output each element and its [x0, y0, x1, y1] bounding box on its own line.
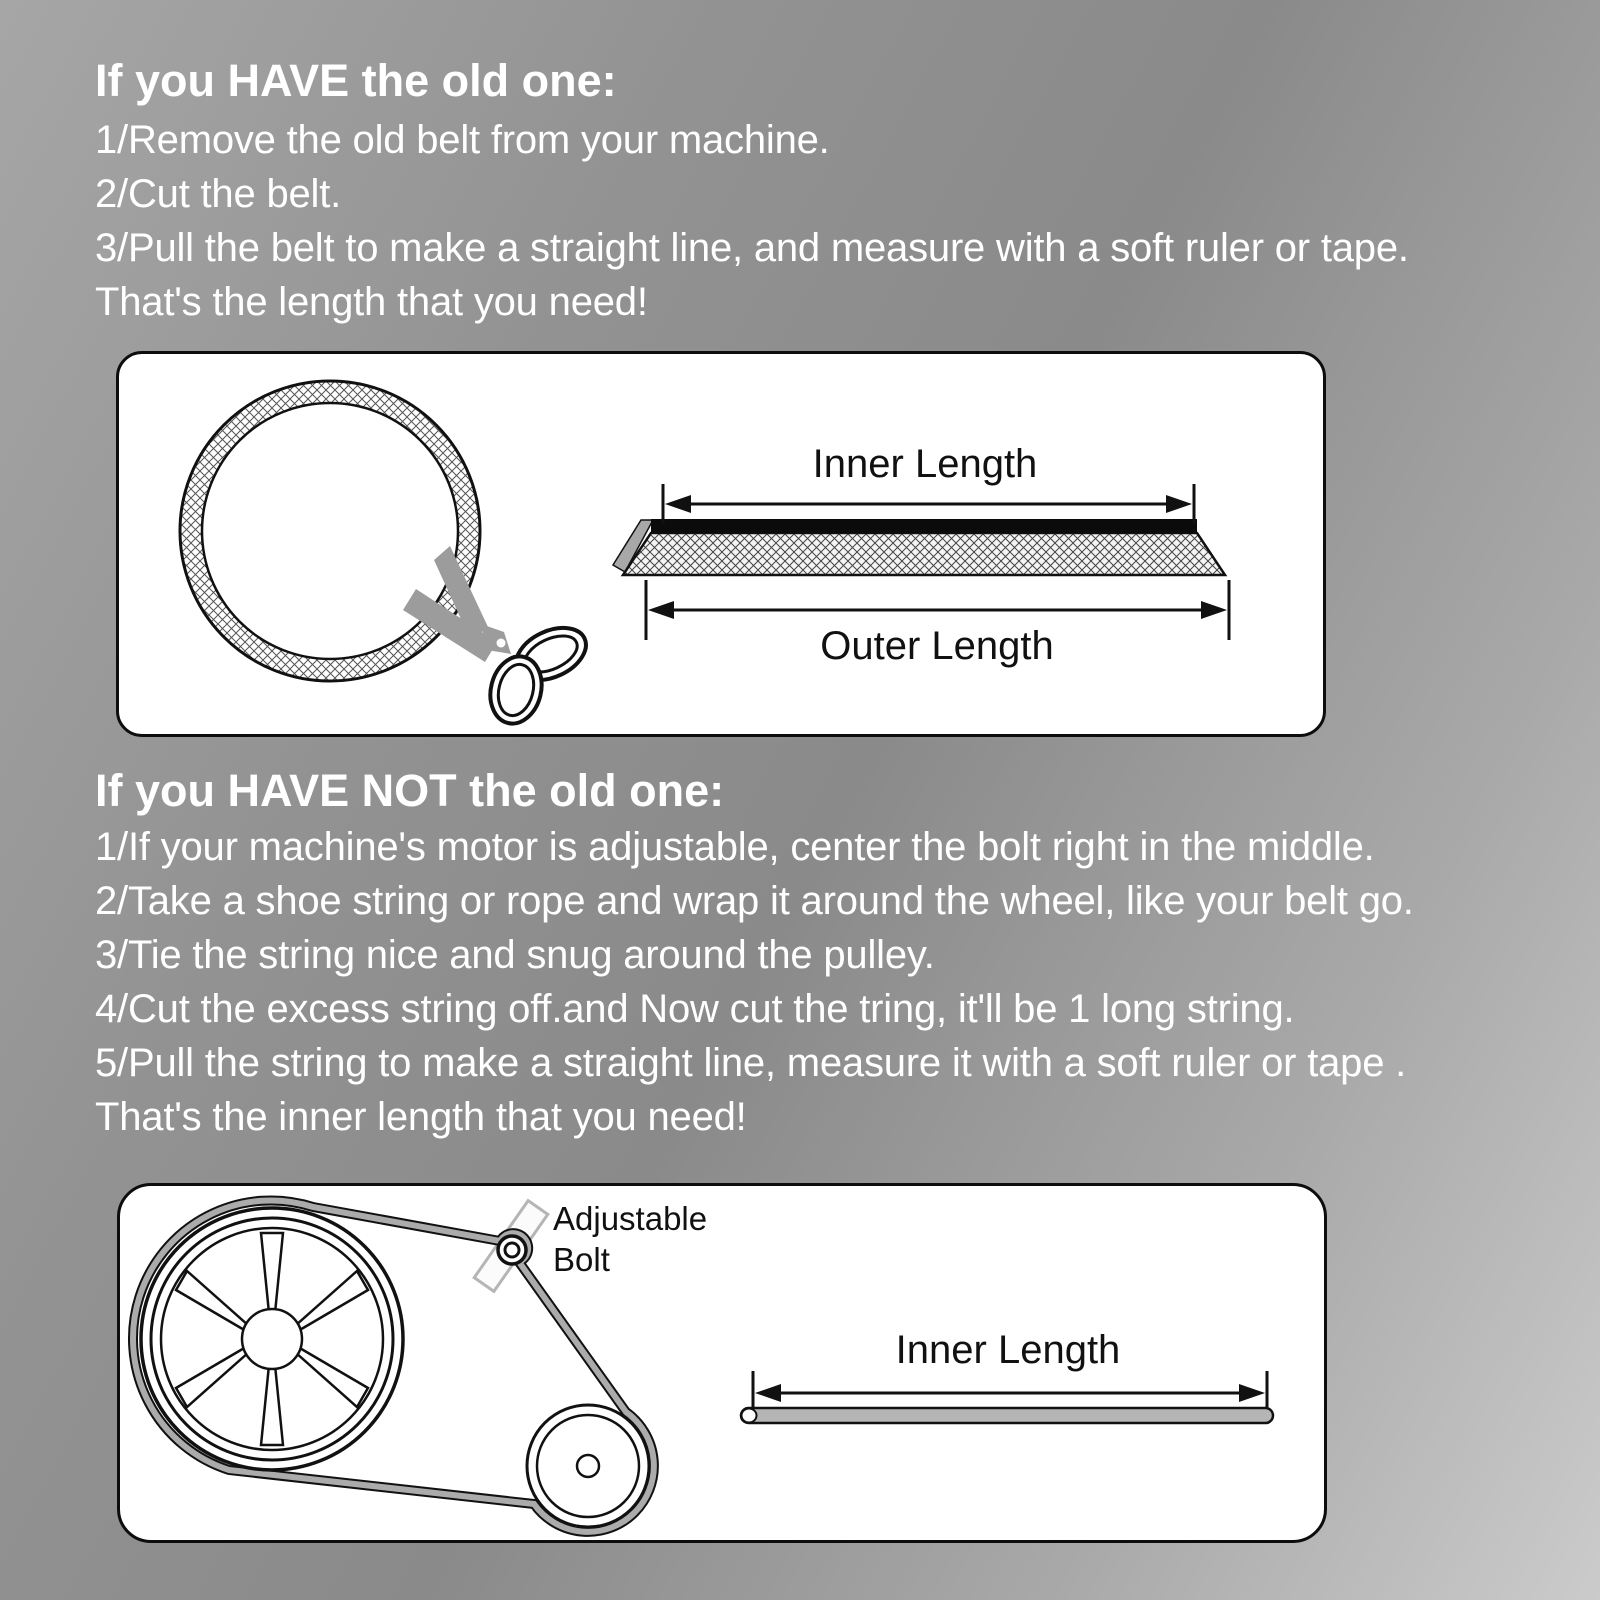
have-step-3: 3/Pull the belt to make a straight line, and measure with a soft ruler or tape. — [95, 226, 1409, 270]
belt-cross-section — [613, 519, 1225, 575]
have-step-2: 2/Cut the belt. — [95, 172, 342, 216]
have-not-step-5: 5/Pull the string to make a straight line, measure it with a soft ruler or tape . — [95, 1041, 1407, 1085]
have-not-step-1: 1/If your machine's motor is adjustable, center the bolt right in the middle. — [95, 825, 1375, 869]
wheel-figure — [141, 1208, 403, 1470]
have-not-step-3: 3/Tie the string nice and snug around the pulley. — [95, 933, 935, 977]
belt-ring-figure — [180, 381, 480, 681]
string-inner-length-label: Inner Length — [895, 1328, 1121, 1372]
have-step-note: That's the length that you need! — [95, 280, 648, 324]
pulley-figure — [527, 1405, 649, 1527]
adjustable-bolt-label: Adjustable Bolt — [553, 1200, 708, 1278]
string-rod — [741, 1408, 1273, 1423]
heading-have: If you HAVE the old one: — [95, 55, 617, 106]
instructions-have — [95, 54, 1409, 329]
have-not-step-4: 4/Cut the excess string off.and Now cut the tring, it'll be 1 long string. — [95, 987, 1295, 1031]
old-belt-diagram — [119, 354, 1323, 734]
have-not-step-2: 2/Take a shoe string or rope and wrap it around the wheel, like your belt go. — [95, 879, 1414, 923]
instructions-have-not — [95, 764, 1414, 1144]
have-not-step-note: That's the inner length that you need! — [95, 1095, 747, 1139]
string-inner-length-arrow — [753, 1371, 1267, 1411]
old-belt-diagram-panel — [116, 351, 1326, 737]
wheel-pulley-diagram-panel — [117, 1183, 1327, 1543]
adjustable-bolt-icon — [498, 1236, 526, 1264]
heading-have-not: If you HAVE NOT the old one: — [95, 765, 725, 816]
inner-length-arrow — [663, 484, 1194, 524]
outer-length-label: Outer Length — [820, 624, 1054, 668]
inner-length-label: Inner Length — [812, 442, 1038, 486]
have-step-1: 1/Remove the old belt from your machine. — [95, 118, 830, 162]
